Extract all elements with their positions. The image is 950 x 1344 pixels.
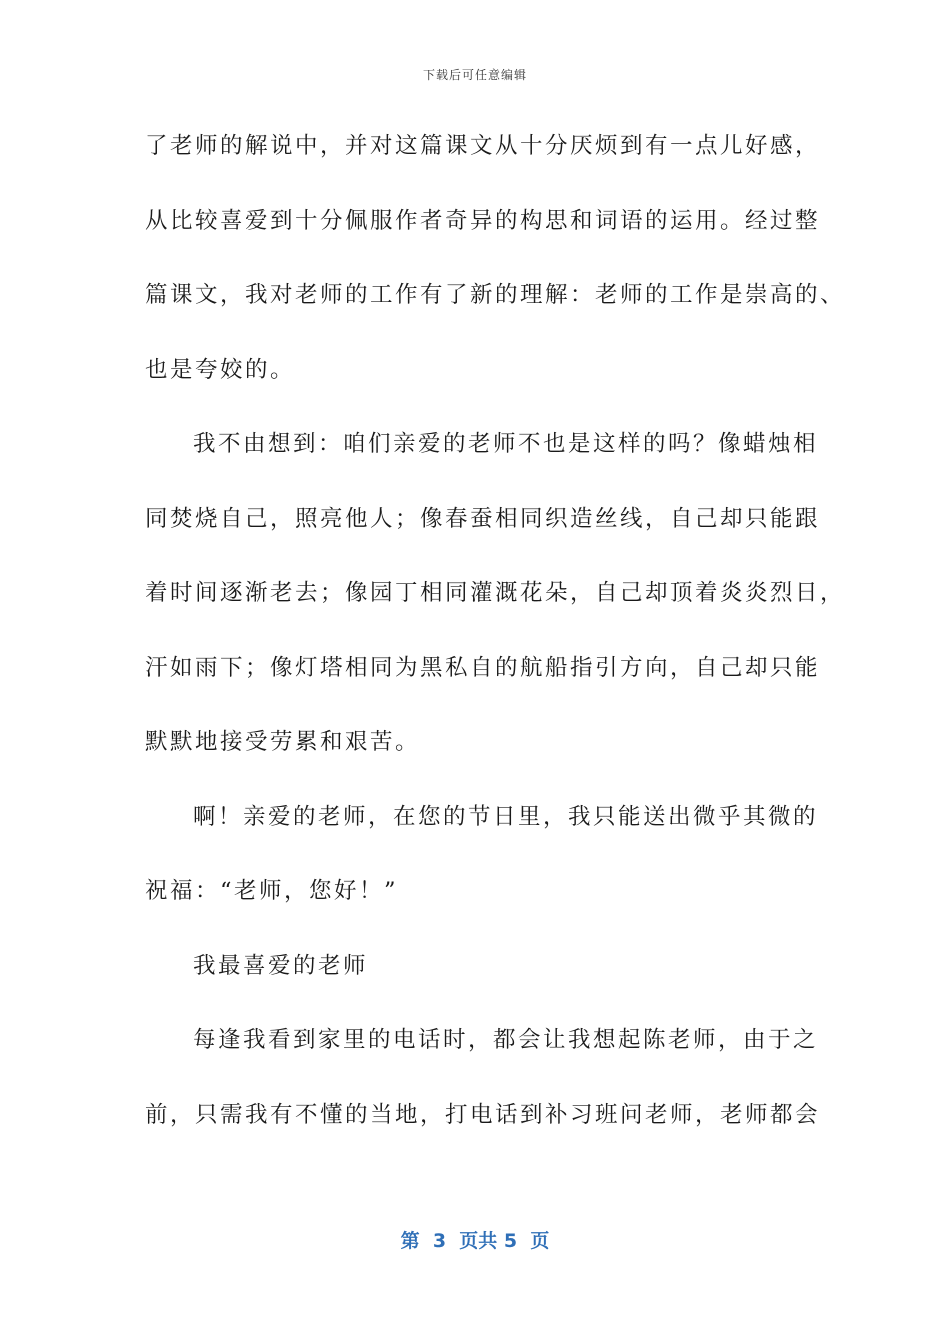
text-line-4: 也是夸姣的。 xyxy=(145,356,296,383)
text-line-13: 每逢我看到家里的电话时，都会让我想起陈老师，由于之 xyxy=(193,1027,819,1053)
text-line-5: 我不由想到：咱们亲爱的老师不也是这样的吗？像蜡烛相 xyxy=(193,431,819,457)
text-line-1: 了老师的解说中，并对这篇课文从十分厌烦到有一点儿好感， xyxy=(145,133,821,159)
document-body xyxy=(145,126,846,1169)
text-line-2: 从比较喜爱到十分佩服作者奇异的构思和词语的运用。经过整 xyxy=(145,207,821,234)
text-line-8: 汗如雨下；像灯塔相同为黑私自的航船指引方向，自己却只能 xyxy=(145,654,821,681)
text-line-3: 篇课文，我对老师的工作有了新的理解：老师的工作是崇高的、 xyxy=(145,282,846,308)
section-heading: 我最喜爱的老师 xyxy=(193,952,369,979)
page-number-footer: 第 3 页共 5 页 xyxy=(400,1230,550,1252)
text-line-11: 祝福：“老师，您好！” xyxy=(145,878,399,904)
text-line-14: 前，只需我有不懂的当地，打电话到补习班问老师，老师都会 xyxy=(145,1101,821,1128)
text-line-6: 同焚烧自己，照亮他人；像春蚕相同织造丝线，自己却只能跟 xyxy=(145,505,821,532)
page-header: 下载后可任意编辑 xyxy=(422,68,527,82)
text-line-9: 默默地接受劳累和艰苦。 xyxy=(145,729,421,755)
text-line-10: 啊！亲爱的老师，在您的节日里，我只能送出微乎其微的 xyxy=(193,803,819,830)
text-line-7: 着时间逐渐老去；像园丁相同灌溉花朵，自己却顶着炎炎烈日， xyxy=(145,580,846,606)
